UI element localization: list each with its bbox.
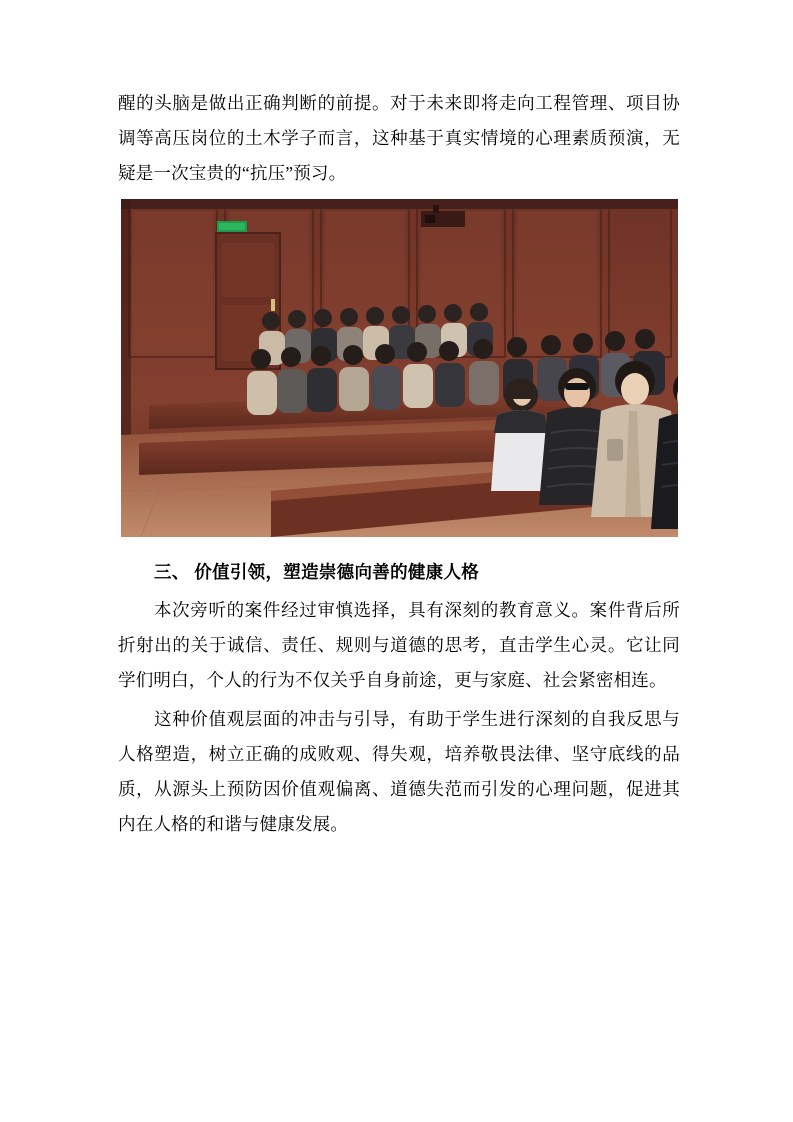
- courtroom-audience-photo: [121, 199, 678, 537]
- section-heading: 三、 价值引领，塑造崇德向善的健康人格: [154, 562, 480, 582]
- paragraph-bottom-2: 这种价值观层面的冲击与引导，有助于学生进行深刻的自我反思与人格塑造，树立正确的成败观、得失观，培养敬畏法律、坚守底线的品质，从源头上预防因价值观偏离、道德失范而引发的心理问题，促进其内在人格的和谐与健康发展。: [118, 709, 680, 834]
- paragraph-bottom-1: 本次旁听的案件经过审慎选择，具有深刻的教育意义。案件背后所折射出的关于诚信、责任、规则与道德的思考，直击学生心灵。它让同学们明白，个人的行为不仅关乎自身前途，更与家庭、社会紧密相连。: [118, 600, 680, 690]
- page-content: [118, 86, 680, 842]
- paragraph-top-1: 醒的头脑是做出正确判断的前提。对于未来即将走向工程管理、项目协调等高压岗位的土木学子而言，这种基于真实情境的心理素质预演，无疑是一次宝贵的“抗压”预习。: [118, 93, 680, 183]
